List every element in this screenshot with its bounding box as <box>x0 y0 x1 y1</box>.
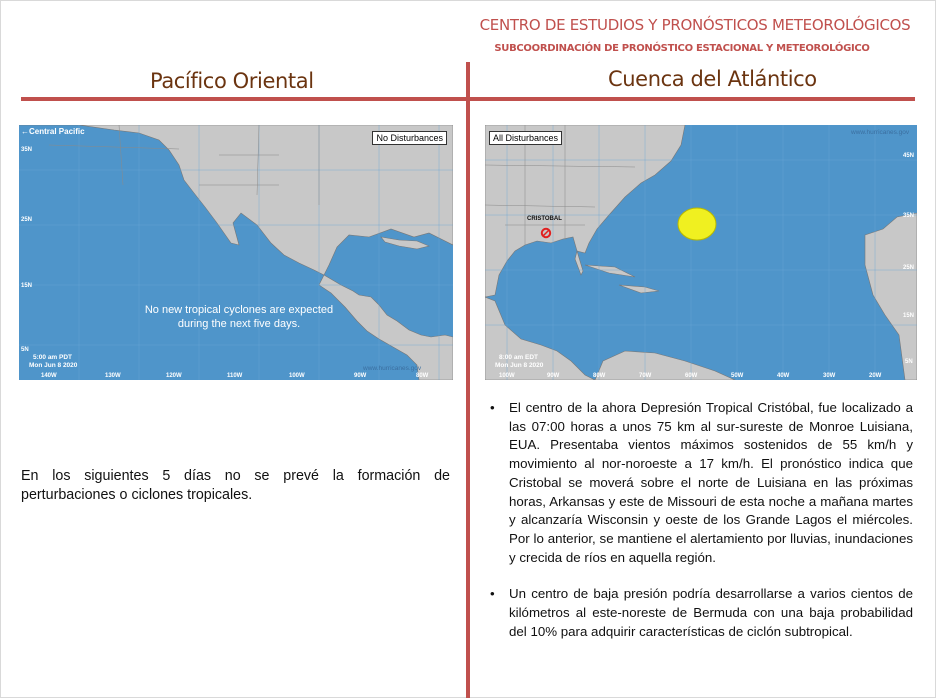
lat-label: 35N <box>21 147 33 153</box>
left-title-underline <box>21 97 466 101</box>
column-divider <box>466 62 470 698</box>
lon-label: 90W <box>547 373 560 379</box>
lon-label: 80W <box>416 373 429 379</box>
left-map-date: Mon Jun 8 2020 <box>29 362 78 369</box>
lon-label: 70W <box>639 373 652 379</box>
lon-label: 120W <box>166 373 182 379</box>
header-title: CENTRO DE ESTUDIOS Y PRONÓSTICOS METEOROLÓGICOS <box>479 16 911 34</box>
all-disturbances-label: All Disturbances <box>489 131 562 145</box>
lat-label: 25N <box>903 265 915 271</box>
lat-label: 45N <box>903 153 915 159</box>
low-pressure-area-marker[interactable] <box>678 208 716 240</box>
lon-label: 140W <box>41 373 57 379</box>
lon-label: 60W <box>685 373 698 379</box>
lon-label: 80W <box>593 373 606 379</box>
left-map-watermark: www.hurricanes.gov <box>363 365 422 372</box>
lat-label: 35N <box>903 213 915 219</box>
lon-label: 130W <box>105 373 121 379</box>
lat-label: 15N <box>21 283 33 289</box>
lon-label: 30W <box>823 373 836 379</box>
pacific-forecast-text: En los siguientes 5 días no se prevé la formación de perturbaciones o ciclones tropicales. <box>21 468 450 503</box>
lon-label: 110W <box>227 373 243 379</box>
right-map-date: Mon Jun 8 2020 <box>495 362 544 369</box>
right-map-time: 8:00 am EDT <box>499 354 539 361</box>
storm-name-label: CRISTOBAL <box>527 216 562 222</box>
right-map-watermark: www.hurricanes.gov <box>851 129 910 136</box>
lon-label: 40W <box>777 373 790 379</box>
lat-label: 5N <box>905 359 913 365</box>
left-column-title: Pacífico Oriental <box>150 69 314 93</box>
lon-label: 20W <box>869 373 882 379</box>
left-map-time: 5:00 am PDT <box>33 354 73 361</box>
eastern-pacific-map-graphic <box>19 125 453 380</box>
outlook-message-line2: during the next five days. <box>177 318 301 330</box>
atlantic-forecast-list <box>490 399 913 659</box>
lat-label: 5N <box>21 347 29 353</box>
lat-label: 15N <box>903 313 915 319</box>
header-subtitle: SUBCOORDINACIÓN DE PRONÓSTICO ESTACIONAL Y METEOROLÓGICO <box>494 43 870 54</box>
lon-label: 100W <box>499 373 515 379</box>
lon-label: 90W <box>354 373 367 379</box>
list-item: • Un centro de baja presión podría desarrollarse a varios cientos de kilómetros al este-noreste de Bermuda con una baja probabilidad del 10% para adquirir características de ciclón subtropical. <box>490 585 913 641</box>
no-disturbances-label: No Disturbances <box>372 131 447 145</box>
atlantic-map-graphic <box>485 125 917 380</box>
central-pacific-link[interactable]: ←Central Pacific <box>21 127 85 136</box>
right-title-underline <box>470 97 915 101</box>
outlook-message-line1: No new tropical cyclones are expected <box>144 304 334 316</box>
lon-label: 50W <box>731 373 744 379</box>
lat-label: 25N <box>21 217 33 223</box>
lon-label: 100W <box>289 373 305 379</box>
list-item: • El centro de la ahora Depresión Tropical Cristóbal, fue localizado a las 07:00 horas a unos 75 km al sur-sureste de Monroe Luisiana, EUA. Presentaba vientos máximos sostenidos de 55 km/h y movimiento al nor-noroeste a 17 km/h. El pronóstico indica que Cristobal se moverá sobre el norte de Luisiana en las próximas horas, Arkansas y este de Missouri de esta noche a mañana martes y alcanzaría Wisconsin y oeste de los Grande Lagos el miércoles. Por lo anterior, se mantiene el alertamiento por lluvias, inundaciones y crecida de ríos en aquella región. <box>490 399 913 567</box>
right-column-title: Cuenca del Atlántico <box>608 67 817 91</box>
eastern-pacific-outlook-map <box>19 125 453 380</box>
outlook-message <box>89 303 389 331</box>
atlantic-outlook-map <box>485 125 917 380</box>
